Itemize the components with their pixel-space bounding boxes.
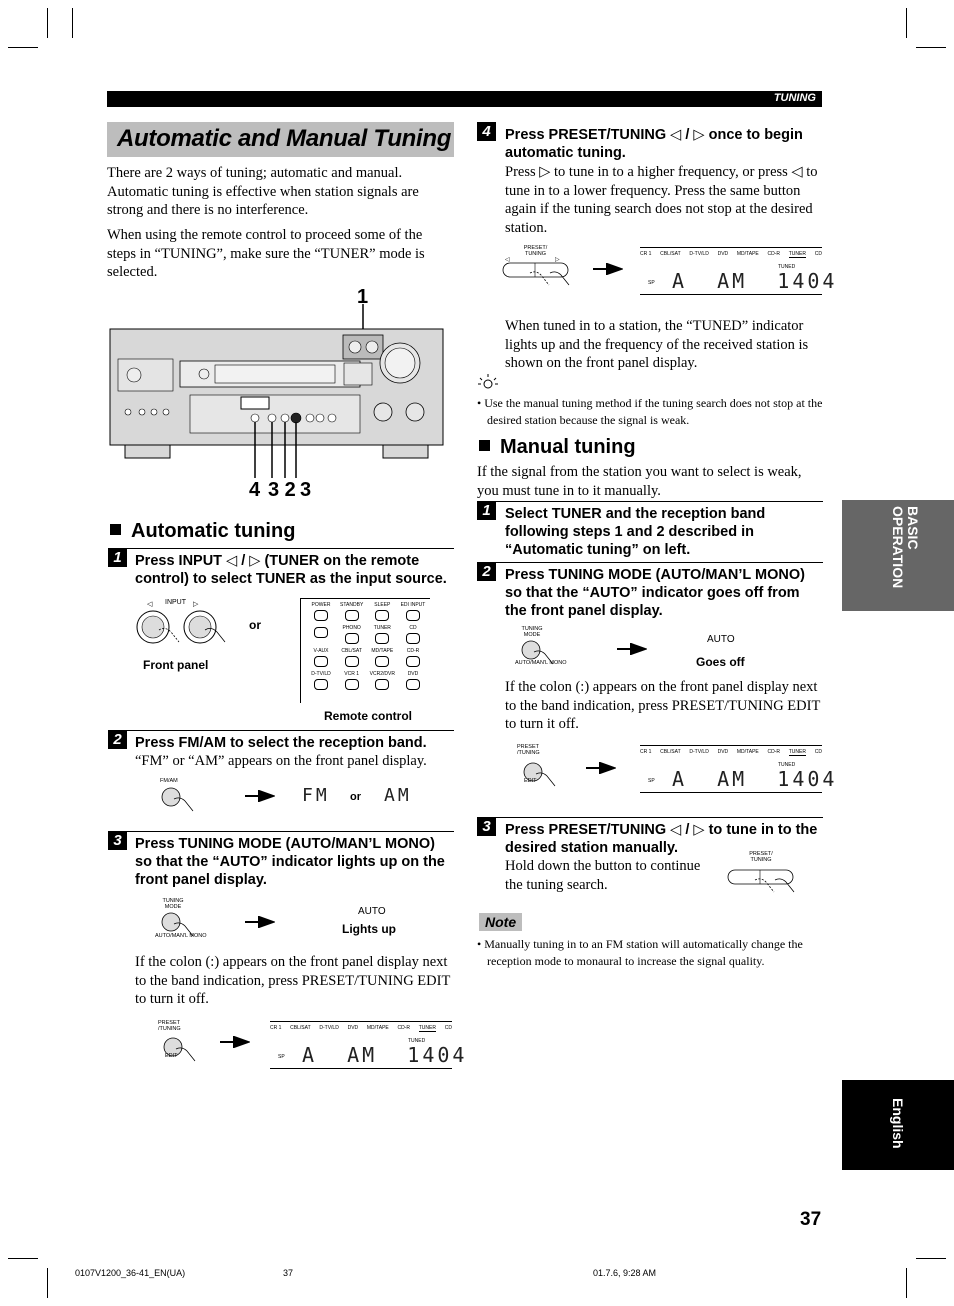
front-panel-display [640,745,838,793]
remote-button-label: CD-R [406,648,420,654]
note-text: • Manually tuning in to an FM station will automatically change the reception mode to monaural to increase the signal quality. [477,937,803,968]
arrow-icon [586,761,616,779]
preset-tuning-label: PRESET /TUNING [517,744,540,756]
preset-tuning-label: PRESET/ TUNING [523,245,548,257]
remote-button-label: STANDBY [340,602,364,608]
step-rule [496,562,823,563]
tip-icon [477,373,499,396]
display-source: CR 1 [270,1025,282,1031]
remote-button-label: PHONO [342,625,361,631]
step2-subtext: “FM” or “AM” appears on the front panel display. [135,753,427,769]
remote-button-key [345,633,359,644]
step4-after: When tuned in to a station, the “TUNED” indicator lights up and the frequency of the received station is shown on the front panel display. [505,318,809,371]
crop-mark [916,47,946,48]
intro-p1: There are 2 ways of tuning; automatic and manual. Automatic tuning is effective when station signals are strong and there is no interference. [107,165,419,218]
svg-text:▷: ▷ [555,257,560,263]
step-number: 2 [108,730,127,749]
remote-button-label: VCR 1 [344,671,360,677]
remote-button-key [314,627,328,638]
tuned-indicator: TUNED [778,762,796,768]
tuning-mode-button [518,638,563,673]
manual-step1-text: Select TUNER and the reception band following steps 1 and 2 described in “Automatic tuning” on left. [505,506,766,558]
footer-center: 37 [283,1268,294,1278]
remote-button[interactable] [338,671,366,690]
remote-row [307,648,427,667]
step-number: 2 [477,562,496,581]
front-panel-display [270,1021,468,1069]
manual-tuning-heading: Manual tuning [479,436,636,459]
remote-button-key [345,656,359,667]
remote-button[interactable] [368,602,396,621]
display-readout: A AM 1404 [672,767,838,791]
remote-button[interactable] [368,648,396,667]
remote-grid [307,602,427,694]
remote-button-key [345,679,359,690]
sp-indicator: SP [648,280,655,286]
display-sources [640,749,822,756]
remote-button[interactable] [307,648,335,667]
display-source: DVD [717,749,729,755]
step2-text: Press FM/AM to select the reception band. [135,735,427,751]
remote-button-label: TUNER [373,625,391,631]
remote-button-key [406,679,420,690]
manual-step3-text: Press PRESET/TUNING ◁ / ▷ to tune in to the desired station manually. [505,822,818,856]
display-sources [270,1025,452,1032]
display-source: CR 1 [640,251,652,257]
display-source: DVD [717,251,729,257]
remote-button[interactable] [338,648,366,667]
tuned-indicator: TUNED [408,1038,426,1044]
display-source: DVD [347,1025,359,1031]
display-am: AM [384,785,412,806]
remote-button[interactable] [368,671,396,690]
remote-button-key [375,656,389,667]
display-fm: FM [302,785,330,806]
step-rule [127,548,454,549]
remote-control-illustration [300,598,430,703]
step3-colon-text: If the colon (:) appears on the front panel display next to the band indication, press PRESET/TUNING EDIT to turn it off. [135,954,451,1007]
remote-button[interactable] [399,671,427,690]
crop-mark [47,8,48,38]
footer-right: 01.7.6, 9:28 AM [593,1268,657,1278]
display-source: CD-R [397,1025,410,1031]
remote-button-label: CBL/SAT [341,648,362,654]
crop-mark [906,8,907,38]
auto-indicator: AUTO [358,906,386,917]
footer-left: 0107V1200_36-41_EN(UA) [75,1268,186,1278]
display-source: MD/TAPE [366,1025,389,1031]
input-buttons-illustration [135,600,240,650]
remote-button-label: CD [409,625,417,631]
step-rule [496,817,823,818]
lights-up-label: Lights up [342,922,396,936]
display-source: CD [814,251,822,257]
intro-p2: When using the remote control to proceed some of the steps in “TUNING”, make sure the “TUNER” mode is selected. [107,227,425,280]
manual-step2-colon-text: If the colon (:) appears on the front panel display next to the band indication, press PRESET/TUNING EDIT to turn it off. [505,679,821,732]
remote-button[interactable] [307,625,335,644]
tuning-mode-label: TUNING MODE [521,626,543,638]
basic-operation-tab: BASIC OPERATION [842,500,954,611]
page-title: Automatic and Manual Tuning [117,125,452,152]
fm-am-button [158,785,203,820]
display-source: CBL/SAT [290,1025,311,1031]
arrow-icon [245,915,275,933]
remote-row [307,671,427,690]
figure-label-1: 1 [357,286,369,308]
step1-text: Press INPUT ◁ / ▷ (TUNER on the remote control) to select TUNER as the input source. [135,553,447,587]
display-readout: A AM 1404 [302,1043,468,1067]
figure-label-4: 4 [249,479,261,501]
front-panel-display [640,247,838,295]
remote-button-label: POWER [311,602,331,608]
remote-button-key [406,610,420,621]
crop-mark [72,8,73,38]
tip-text: • Use the manual tuning method if the tuning search does not stop at the desired station because the signal is weak. [477,396,823,427]
crop-mark [916,1258,946,1259]
remote-button-key [375,679,389,690]
remote-button-key [375,610,389,621]
crop-mark [906,1268,907,1298]
auto-tuning-heading: Automatic tuning [110,520,295,543]
remote-button-key [314,679,328,690]
display-source: D-TV/LD [689,251,709,257]
display-source: MD/TAPE [736,251,759,257]
remote-button-key [345,610,359,621]
header-bar [107,91,822,107]
or-label: or [350,791,361,803]
remote-control-label: Remote control [324,709,413,723]
remote-button-key [406,633,420,644]
display-source: D-TV/LD [319,1025,339,1031]
remote-button[interactable] [338,602,366,621]
manual-intro: If the signal from the station you want to select is weak, you must tune in to it manually. [477,464,802,499]
display-source: TUNER [788,251,806,257]
remote-button[interactable] [399,625,427,644]
display-source: D-TV/LD [689,749,709,755]
step-rule [127,831,454,832]
manual-step3-body: Hold down the button to continue the tuning search. [505,858,701,893]
display-source: TUNER [418,1025,436,1031]
edit-label: EDIT [165,1053,178,1059]
page-number: 37 [800,1209,822,1230]
step-number: 3 [108,831,127,850]
arrow-icon [220,1035,250,1053]
preset-tuning-button [500,255,580,300]
auto-manl-label: AUTO/MAN'L MONO [515,660,567,666]
preset-tuning-button [725,862,805,907]
remote-button-label: MD/TAPE [371,648,394,654]
display-source: MD/TAPE [736,749,759,755]
remote-button-label: DVD [407,671,419,677]
section-label: TUNING [773,92,816,104]
svg-text:◁: ◁ [147,601,153,608]
figure-label-3-2: 3 2 [268,479,296,501]
step-rule [127,730,454,731]
page-title-box [107,122,454,157]
step-number: 1 [477,501,496,520]
display-source: CBL/SAT [660,749,681,755]
arrow-icon [245,789,275,807]
auto-manl-label: AUTO/MAN'L MONO [155,933,207,939]
figure-label-3: 3 [300,479,312,501]
display-sources [640,251,822,258]
remote-row [307,625,427,644]
remote-button[interactable] [399,648,427,667]
preset-tuning-label: PRESET/ TUNING [749,851,773,863]
remote-button-label: EDI INPUT [400,602,426,608]
arrow-icon [617,642,647,660]
remote-button[interactable] [368,625,396,644]
step4-body: Press ▷ to tune in to a higher frequency, or press ◁ to tune in to a lower frequency. Press the same button again if the tuning search does not stop at the desired station. [505,164,818,236]
crop-mark [8,1258,38,1259]
step-number: 4 [477,122,496,141]
front-panel-label: Front panel [143,658,209,672]
remote-button-label: VCR2/DVR [369,671,395,677]
display-source: TUNER [788,749,806,755]
crop-mark [8,47,38,48]
receiver-illustration [100,285,455,500]
english-tab: English [842,1080,954,1170]
remote-button-label: D-TV/LD [311,671,331,677]
remote-button-label: SLEEP [374,602,391,608]
edit-label: EDIT [524,778,537,784]
remote-row [307,602,427,621]
remote-button[interactable] [307,602,335,621]
display-source: CD-R [767,251,780,257]
display-source: CD [814,749,822,755]
remote-button[interactable] [338,625,366,644]
remote-button-key [406,656,420,667]
step-rule [496,501,823,502]
remote-button-key [375,633,389,644]
note-label: Note [479,913,522,931]
sp-indicator: SP [278,1054,285,1060]
crop-mark [47,1268,48,1298]
tuned-indicator: TUNED [778,264,796,270]
display-source: CBL/SAT [660,251,681,257]
remote-button-label: V-AUX [313,648,329,654]
input-label: INPUT [165,599,186,606]
tuning-mode-label: TUNING MODE [162,898,184,910]
step-number: 1 [108,548,127,567]
display-readout: A AM 1404 [672,269,838,293]
fm-am-label: FM/AM [160,778,178,784]
remote-button[interactable] [399,602,427,621]
or-label: or [249,618,261,632]
display-source: CR 1 [640,749,652,755]
sp-indicator: SP [648,778,655,784]
preset-tuning-label: PRESET /TUNING [158,1020,181,1032]
step3-text: Press TUNING MODE (AUTO/MAN’L MONO) so that the “AUTO” indicator lights up on the front panel display. [135,836,445,888]
tuning-mode-button [158,910,203,945]
step-number: 3 [477,817,496,836]
goes-off-label: Goes off [696,655,745,669]
svg-text:▷: ▷ [193,601,199,608]
auto-indicator: AUTO [707,634,735,645]
remote-button[interactable] [307,671,335,690]
remote-button-key [314,656,328,667]
step4-text: Press PRESET/TUNING ◁ / ▷ once to begin automatic tuning. [505,127,803,161]
display-source: CD [444,1025,452,1031]
arrow-icon [593,262,623,280]
manual-step2-text: Press TUNING MODE (AUTO/MAN’L MONO) so that the “AUTO” indicator goes off from the front panel display. [505,567,805,619]
remote-button-key [314,610,328,621]
svg-text:◁: ◁ [505,257,510,263]
display-source: CD-R [767,749,780,755]
